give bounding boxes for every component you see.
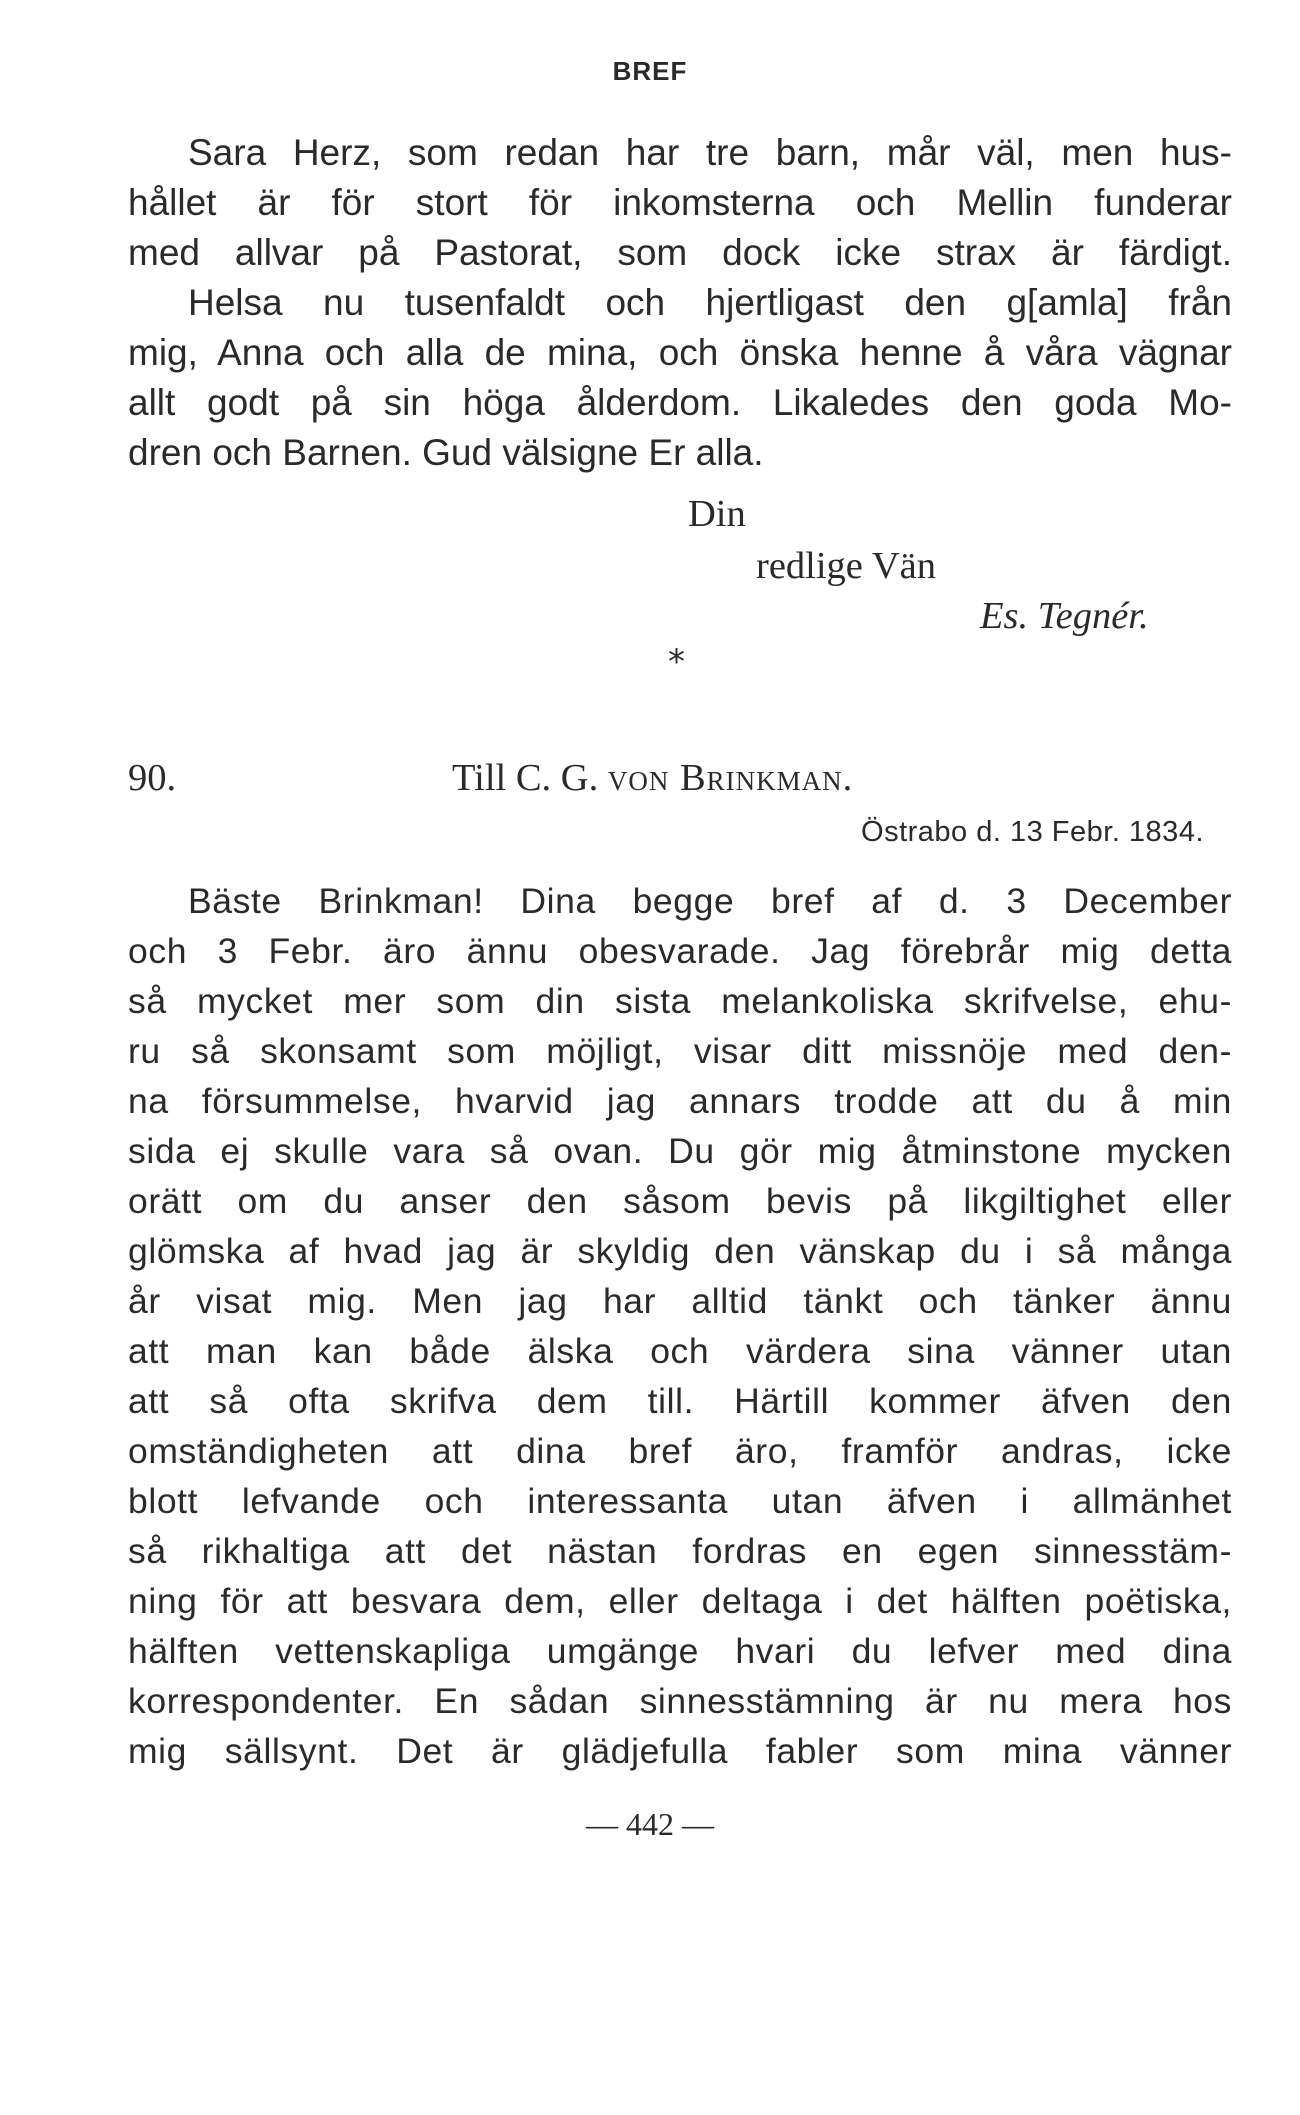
text-line: blott lefvande och interessanta utan äfven i allmänhet: [128, 1481, 1232, 1521]
text-line: så rikhaltiga att det nästan fordras en egen sinnesstäm-: [128, 1531, 1232, 1571]
text-line: korrespondenter. En sådan sinnesstämning är nu mera hos: [128, 1681, 1232, 1721]
closing-din: Din: [688, 493, 746, 535]
text-line: omständigheten att dina bref äro, framför andras, icke: [128, 1431, 1232, 1471]
text-line: na försummelse, hvarvid jag annars trodde att du å min: [128, 1081, 1232, 1121]
text-line: hållet är för stort för inkomsterna och Mellin funderar: [128, 182, 1232, 223]
text-line: glömska af hvad jag är skyldig den vänskap du i så många: [128, 1231, 1232, 1271]
text-line: ru så skonsamt som möjligt, visar ditt missnöje med den-: [128, 1031, 1232, 1071]
running-head: BREF: [612, 56, 688, 86]
heading-prefix: Till C. G.: [452, 757, 599, 799]
text-line: sida ej skulle vara så ovan. Du gör mig åtminstone mycken: [128, 1131, 1232, 1171]
text-line: mig, Anna och alla de mina, och önska henne å våra vägnar: [128, 332, 1232, 373]
closing-redlige-van: redlige Vän: [756, 545, 936, 587]
text-line: Bäste Brinkman! Dina begge bref af d. 3 December: [188, 881, 1232, 921]
signature: Es. Tegnér.: [980, 595, 1149, 637]
dateline: Östrabo d. 13 Febr. 1834.: [861, 816, 1204, 848]
text-line: orätt om du anser den såsom bevis på likgiltighet eller: [128, 1181, 1232, 1221]
heading-name: von Brinkman.: [607, 757, 854, 799]
text-line: mig sällsynt. Det är glädjefulla fabler som mina vänner: [128, 1731, 1232, 1771]
text-line: dren och Barnen. Gud välsigne Er alla.: [128, 432, 764, 473]
text-line: att man kan både älska och värdera sina vänner utan: [128, 1331, 1232, 1371]
text-line: ning för att besvara dem, eller deltaga i det hälften poëtiska,: [128, 1581, 1232, 1621]
text-line: hälften vettenskapliga umgänge hvari du lefver med dina: [128, 1631, 1232, 1671]
text-line: med allvar på Pastorat, som dock icke strax är färdigt.: [128, 232, 1232, 273]
text-line: Helsa nu tusenfaldt och hjertligast den g[amla] från: [188, 282, 1232, 323]
text-line: och 3 Febr. äro ännu obesvarade. Jag förebrår mig detta: [128, 931, 1232, 971]
page-number: — 442 —: [586, 1806, 714, 1842]
text-line: allt godt på sin höga ålderdom. Likaledes den goda Mo-: [128, 382, 1232, 423]
text-line: Sara Herz, som redan har tre barn, mår väl, men hus-: [188, 132, 1232, 173]
text-line: så mycket mer som din sista melankoliska skrifvelse, ehu-: [128, 981, 1232, 1021]
text-line: att så ofta skrifva dem till. Härtill kommer äfven den: [128, 1381, 1232, 1421]
asterisk-separator: *: [668, 642, 685, 682]
text-line: år visat mig. Men jag har alltid tänkt och tänker ännu: [128, 1281, 1232, 1321]
letter-number: 90.: [128, 757, 177, 799]
letter-heading: [452, 756, 853, 800]
